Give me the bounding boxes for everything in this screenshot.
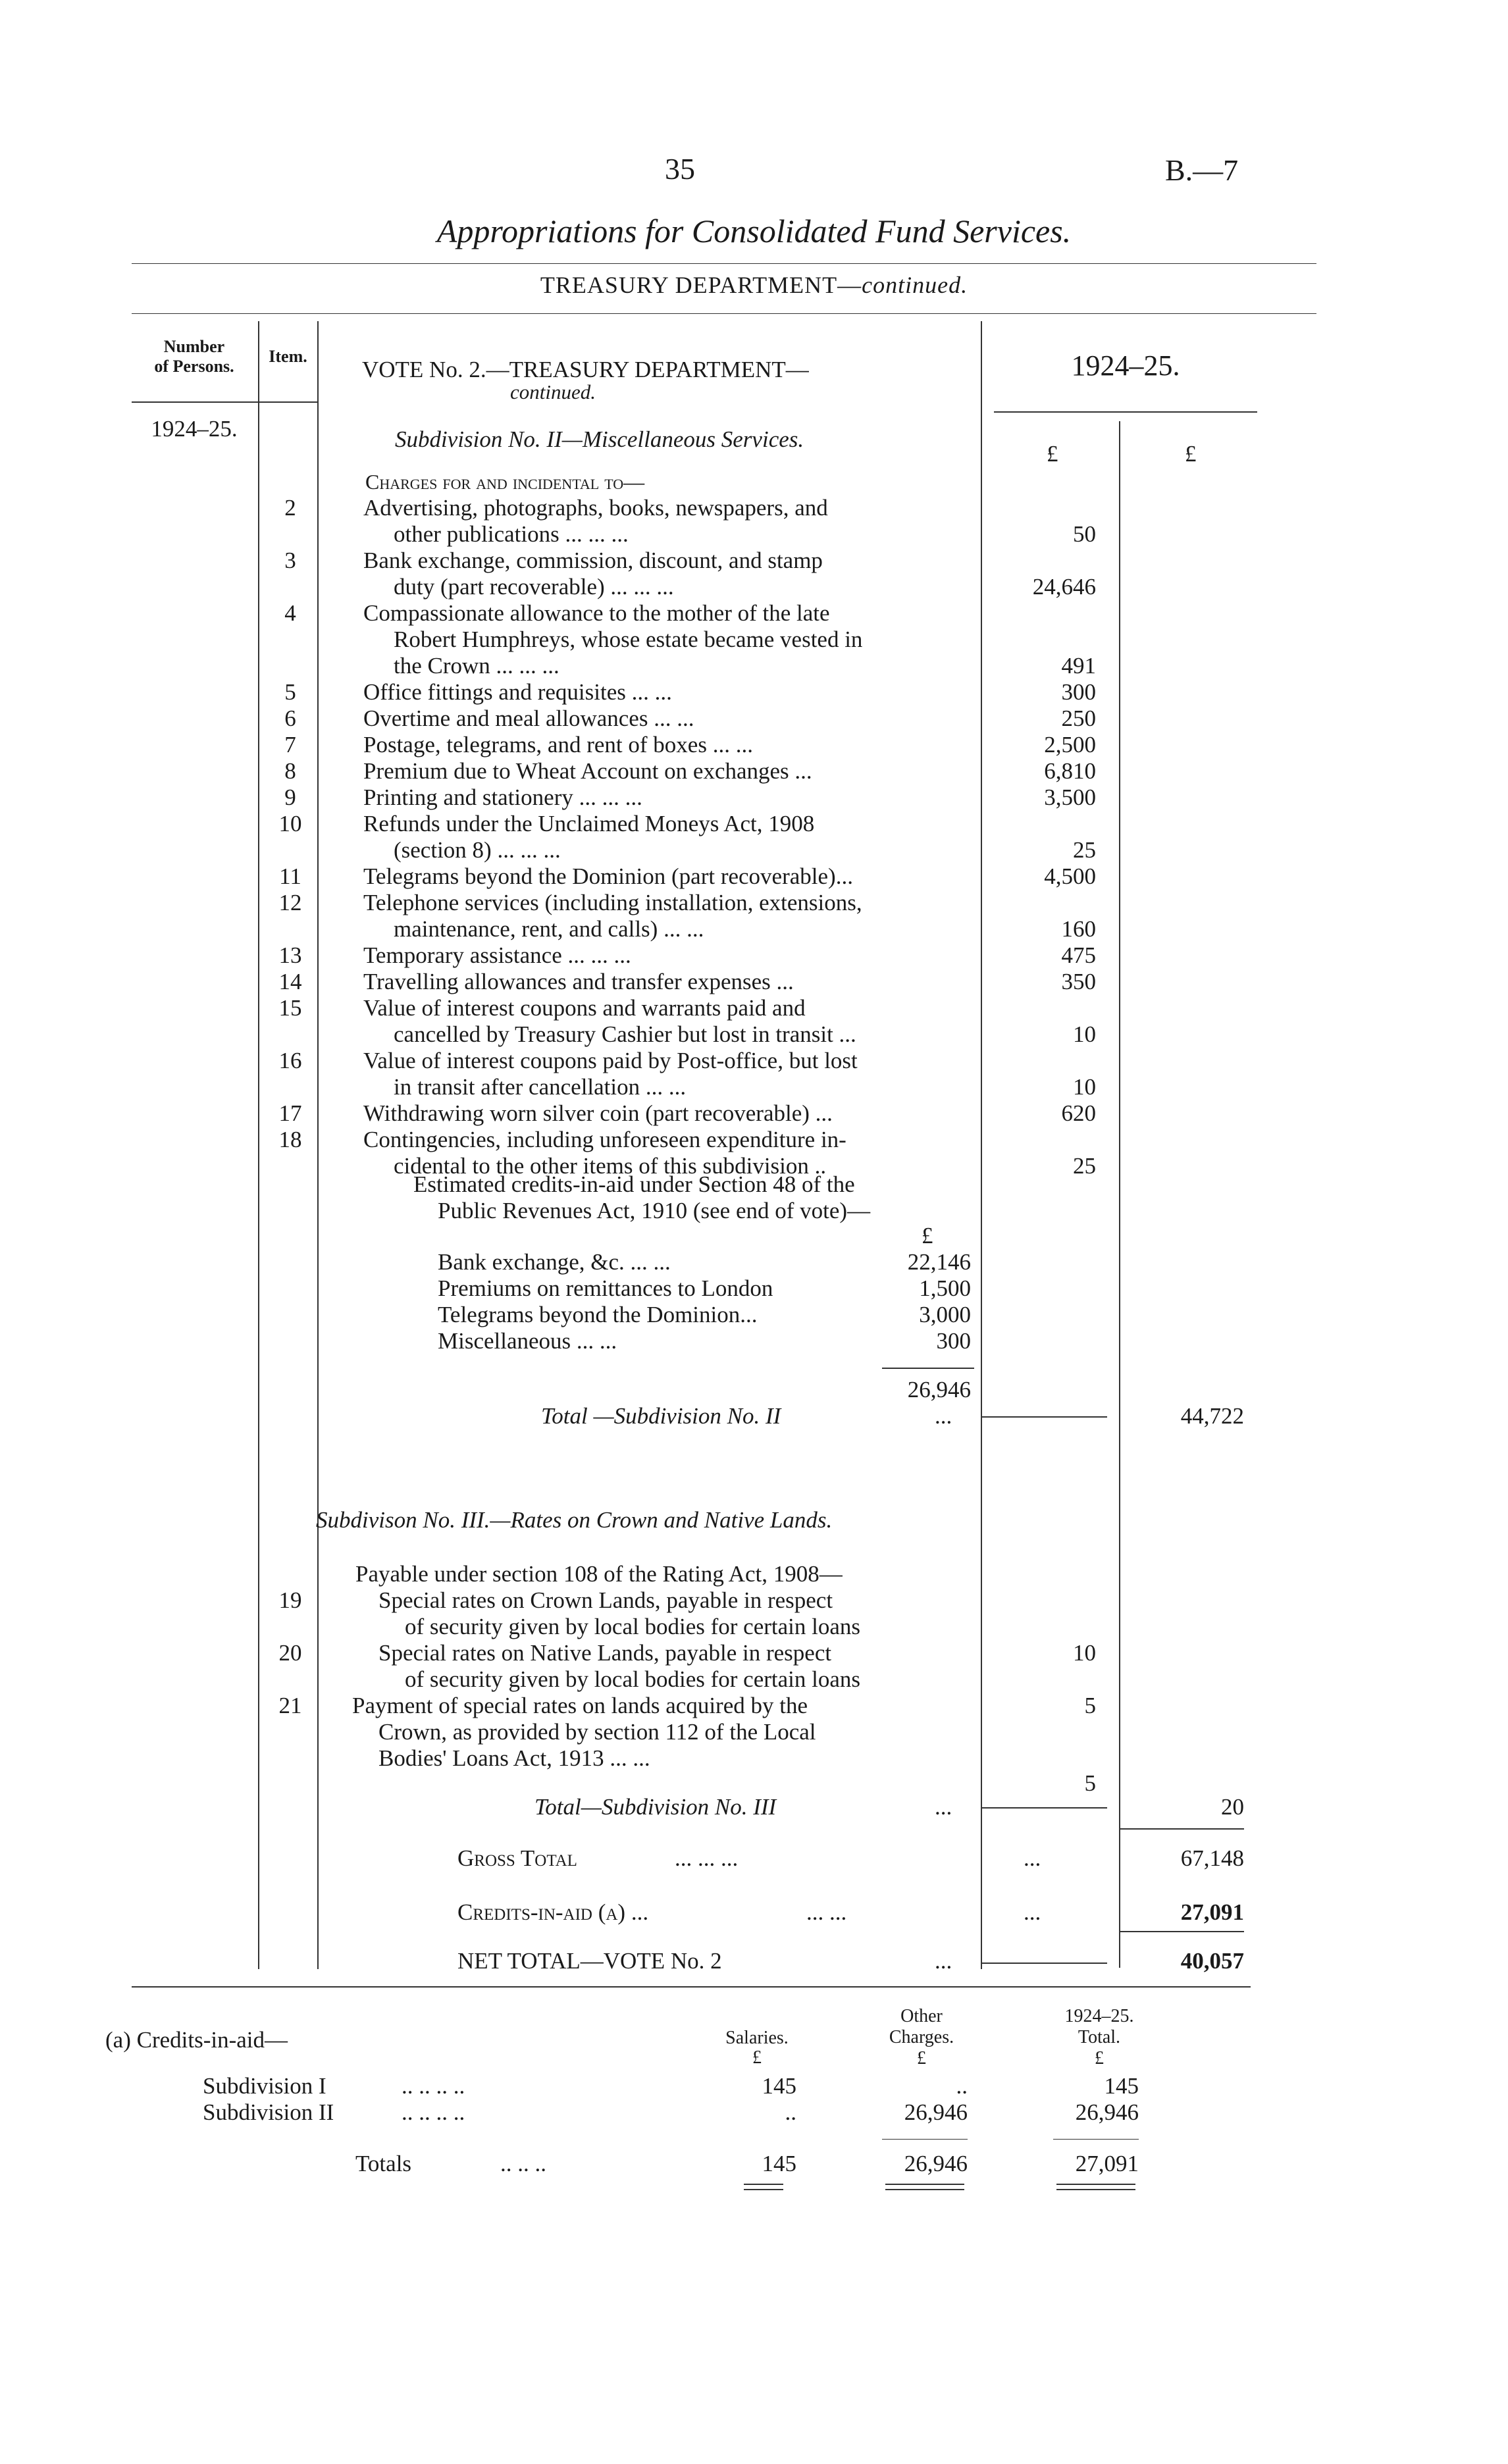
item-amount: 3,500 — [1044, 784, 1096, 810]
net-dash-rule — [982, 1963, 1107, 1964]
item-amount: 491 — [1061, 653, 1096, 679]
credit-label: Premiums on remittances to London — [438, 1275, 773, 1301]
fn-totals-salaries: 145 — [762, 2151, 796, 2176]
item-number: 11 — [279, 863, 301, 889]
item-description: of security given by local bodies for certain loans — [405, 1666, 861, 1692]
item-description: maintenance, rent, and calls) ... ... — [394, 916, 704, 942]
item-description: Printing and stationery ... ... ... — [363, 784, 642, 810]
item-description: Temporary assistance ... ... ... — [363, 942, 631, 968]
header-persons-line1: Number — [163, 337, 225, 356]
item-amount: 24,646 — [1032, 574, 1096, 600]
item-description: other publications ... ... ... — [394, 521, 629, 547]
fn-total-rule — [1053, 2139, 1139, 2140]
fn-row-salaries: .. — [785, 2099, 796, 2125]
fn-dbl-rule-oth-1 — [885, 2184, 964, 2185]
item-amount: 4,500 — [1044, 863, 1096, 889]
net-total-dots: ... — [935, 1948, 952, 1974]
item-description: cancelled by Treasury Cashier but lost in transit ... — [394, 1021, 856, 1047]
item-description: Value of interest coupons and warrants paid and — [363, 995, 806, 1021]
item-number: 4 — [284, 600, 296, 626]
item-amount: 5 — [1084, 1770, 1096, 1796]
fn-row-dots: .. .. .. .. — [402, 2099, 465, 2125]
item-amount: 50 — [1073, 521, 1096, 547]
item-description: Premium due to Wheat Account on exchanges ... — [363, 758, 812, 784]
item-number: 19 — [278, 1587, 302, 1613]
pound-col1: £ — [1047, 441, 1058, 467]
charges-heading: Charges for and incidental to— — [365, 470, 645, 494]
credits-in-aid-dots2: ... — [1024, 1899, 1041, 1925]
credits-total: 26,946 — [907, 1377, 971, 1402]
col-divider-persons — [258, 321, 259, 1969]
item-number: 3 — [284, 548, 296, 573]
sub3-total-rule — [982, 1807, 1107, 1809]
credits-in-aid-dots: ... ... — [806, 1899, 847, 1925]
fn-dbl-rule-sal-1 — [744, 2184, 783, 2185]
fn-col-other-line1: Other — [900, 2006, 943, 2026]
fn-col-total-line1: 1924–25. — [1064, 2006, 1134, 2026]
credits-in-aid-total: 27,091 — [1180, 1899, 1244, 1925]
fn-dbl-rule-oth-2 — [885, 2189, 964, 2190]
gross-total-label: Gross Total — [457, 1845, 577, 1871]
item-number: 6 — [284, 706, 296, 731]
item-description: Value of interest coupons paid by Post-office, but lost — [363, 1048, 858, 1073]
header-rule-year — [994, 411, 1257, 413]
item-amount: 160 — [1061, 916, 1096, 942]
credit-label: Telegrams beyond the Dominion... — [438, 1302, 758, 1327]
item-description: of security given by local bodies for certain loans — [405, 1614, 861, 1639]
fn-row-other: 26,946 — [904, 2099, 968, 2125]
gross-total-dots2: ... — [1024, 1845, 1041, 1871]
item-number: 18 — [278, 1127, 302, 1152]
item-description: Postage, telegrams, and rent of boxes ... ... — [363, 732, 753, 757]
department-continued: continued. — [862, 272, 968, 298]
item-number: 20 — [278, 1640, 302, 1666]
sub3-total: 20 — [1221, 1794, 1244, 1820]
item-amount: 2,500 — [1044, 732, 1096, 757]
item-description: Telephone services (including installation, extensions, — [363, 890, 862, 915]
item-number: 21 — [278, 1693, 302, 1718]
fn-col-other — [856, 2006, 987, 2069]
item-amount: 10 — [1073, 1021, 1096, 1047]
fn-other-rule — [882, 2139, 968, 2140]
fn-col-salaries — [691, 2028, 823, 2068]
credits-sum-rule — [882, 1368, 974, 1369]
fn-dbl-rule-sal-2 — [744, 2189, 783, 2190]
item-amount: 10 — [1073, 1074, 1096, 1100]
fn-col-salaries-label: Salaries. — [725, 2028, 789, 2048]
net-rule — [1119, 1931, 1244, 1932]
item-description: Advertising, photographs, books, newspapers, and — [363, 495, 828, 521]
item-number: 7 — [284, 732, 296, 757]
item-description: Telegrams beyond the Dominion (part recoverable)... — [363, 863, 853, 889]
department-heading — [0, 271, 1508, 299]
item-number: 10 — [278, 811, 302, 836]
item-amount: 5 — [1084, 1693, 1096, 1718]
persons-year: 1924–25. — [151, 416, 238, 442]
fn-row-other: .. — [956, 2073, 968, 2099]
item-number: 17 — [278, 1100, 302, 1126]
credit-label: Bank exchange, &c. ... ... — [438, 1249, 671, 1275]
item-description: duty (part recoverable) ... ... ... — [394, 574, 674, 600]
item-description: Contingencies, including unforeseen expenditure in- — [363, 1127, 846, 1152]
item-amount: 300 — [1061, 679, 1096, 705]
item-description: Travelling allowances and transfer expenses ... — [363, 969, 794, 994]
item-description: Office fittings and requisites ... ... — [363, 679, 672, 705]
credit-label: Miscellaneous ... ... — [438, 1328, 617, 1354]
dept-rule — [132, 313, 1316, 314]
header-rule-persons — [132, 401, 258, 403]
item-amount: 25 — [1073, 1153, 1096, 1179]
credits-intro-line2: Public Revenues Act, 1910 (see end of vote)— — [438, 1198, 871, 1223]
item-description: Refunds under the Unclaimed Moneys Act, 1908 — [363, 811, 815, 836]
fn-col-other-line2: Charges. — [889, 2027, 954, 2047]
subdivision-3-heading: Subdivison No. III.—Rates on Crown and Native Lands. — [316, 1507, 833, 1533]
title-rule — [132, 263, 1316, 264]
item-amount: 10 — [1073, 1640, 1096, 1666]
credits-intro-line1: Estimated credits-in-aid under Section 48 of the — [413, 1171, 855, 1197]
credits-pound: £ — [922, 1223, 933, 1248]
credit-amount: 3,000 — [919, 1302, 971, 1327]
item-description: Robert Humphreys, whose estate became vested in — [394, 627, 863, 652]
item-description: (section 8) ... ... ... — [394, 837, 561, 863]
document-reference: B.—7 — [1165, 153, 1239, 187]
col-divider-text — [981, 321, 982, 1969]
fn-totals-total: 27,091 — [1075, 2151, 1139, 2176]
item-amount: 250 — [1061, 706, 1096, 731]
department-name: TREASURY DEPARTMENT— — [540, 272, 862, 298]
fn-totals-other: 26,946 — [904, 2151, 968, 2176]
credit-amount: 300 — [936, 1328, 971, 1354]
header-year: 1924–25. — [1071, 349, 1180, 382]
item-description: cidental to the other items of this subdivision .. — [394, 1153, 827, 1179]
item-amount: 350 — [1061, 969, 1096, 994]
fn-row-total: 26,946 — [1075, 2099, 1139, 2125]
net-total-label: NET TOTAL—VOTE No. 2 — [457, 1948, 722, 1974]
item-description: Crown, as provided by section 112 of the Local — [378, 1719, 816, 1745]
credit-amount: 22,146 — [907, 1249, 971, 1275]
item-description: Bodies' Loans Act, 1913 ... ... — [378, 1745, 650, 1771]
page-number: 35 — [665, 152, 695, 186]
credit-amount: 1,500 — [919, 1275, 971, 1301]
fn-col-other-pound: £ — [917, 2048, 926, 2068]
vote-heading-continued: continued. — [510, 380, 596, 403]
pound-col2: £ — [1185, 441, 1197, 467]
item-description: Withdrawing worn silver coin (part recoverable) ... — [363, 1100, 833, 1126]
header-item: Item. — [269, 347, 307, 366]
item-amount: 25 — [1073, 837, 1096, 863]
item-amount: 475 — [1061, 942, 1096, 968]
fn-col-salaries-pound: £ — [752, 2047, 762, 2068]
item-description: Bank exchange, commission, discount, and stamp — [363, 548, 823, 573]
col-divider-amount — [1119, 421, 1120, 1968]
fn-row-label: Subdivision II — [203, 2099, 334, 2125]
sub2-total: 44,722 — [1180, 1403, 1244, 1429]
sub3-intro: Payable under section 108 of the Rating Act, 1908— — [355, 1561, 843, 1587]
item-number: 5 — [284, 679, 296, 705]
item-amount: 6,810 — [1044, 758, 1096, 784]
page-title: Appropriations for Consolidated Fund Services. — [436, 213, 1072, 249]
item-description: Compassionate allowance to the mother of the late — [363, 600, 830, 626]
sub2-total-label: Total —Subdivision No. II — [541, 1403, 781, 1429]
item-number: 16 — [278, 1048, 302, 1073]
sub2-total-dots: ... — [935, 1403, 952, 1429]
item-number: 12 — [278, 890, 302, 915]
item-number: 2 — [284, 495, 296, 521]
header-persons — [135, 337, 253, 376]
item-number: 8 — [284, 758, 296, 784]
vote-heading: VOTE No. 2.—TREASURY DEPARTMENT— — [362, 357, 809, 382]
sub3-total-label: Total—Subdivision No. III — [534, 1794, 777, 1820]
fn-totals-label: Totals — [355, 2151, 412, 2176]
sub2-total-rule — [982, 1416, 1107, 1418]
item-amount: 620 — [1061, 1100, 1096, 1126]
item-number: 15 — [278, 995, 302, 1021]
fn-col-total-pound: £ — [1095, 2048, 1104, 2068]
item-description: in transit after cancellation ... ... — [394, 1074, 687, 1100]
fn-col-total-line2: Total. — [1078, 2027, 1121, 2047]
item-number: 13 — [278, 942, 302, 968]
header-persons-line2: of Persons. — [154, 357, 234, 376]
item-description: Special rates on Crown Lands, payable in respect — [378, 1587, 833, 1613]
item-number: 14 — [278, 969, 302, 994]
table-bottom-rule — [132, 1986, 1251, 1988]
item-description: Payment of special rates on lands acquired by the — [352, 1693, 808, 1718]
header-rule-item — [258, 401, 317, 403]
footnote-label: (a) Credits-in-aid— — [105, 2027, 288, 2053]
gross-total-dots: ... ... ... — [675, 1845, 739, 1871]
fn-row-dots: .. .. .. .. — [402, 2073, 465, 2099]
item-description: Special rates on Native Lands, payable in respect — [378, 1640, 832, 1666]
item-description: the Crown ... ... ... — [394, 653, 559, 679]
fn-row-label: Subdivision I — [203, 2073, 326, 2099]
item-number: 9 — [284, 784, 296, 810]
fn-col-total — [1033, 2006, 1165, 2069]
fn-dbl-rule-tot-2 — [1056, 2189, 1135, 2190]
gross-rule — [1119, 1828, 1244, 1830]
gross-total: 67,148 — [1180, 1845, 1244, 1871]
subdivision-2-heading: Subdivision No. II—Miscellaneous Services. — [395, 426, 804, 452]
fn-row-salaries: 145 — [762, 2073, 796, 2099]
credits-in-aid-label: Credits-in-aid (a) ... — [457, 1899, 649, 1925]
fn-totals-dots: .. .. .. — [500, 2151, 546, 2176]
sub3-total-dots: ... — [935, 1794, 952, 1820]
item-description: Overtime and meal allowances ... ... — [363, 706, 694, 731]
net-total: 40,057 — [1180, 1948, 1244, 1974]
fn-dbl-rule-tot-1 — [1056, 2184, 1135, 2185]
fn-row-total: 145 — [1104, 2073, 1139, 2099]
